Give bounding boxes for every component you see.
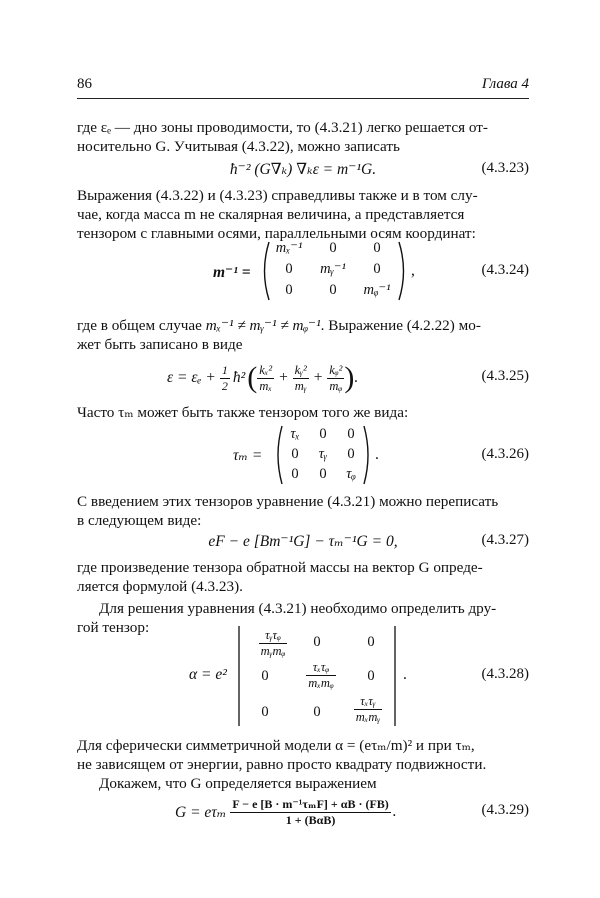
equation-lhs: G = eτₘ [175,803,227,821]
chapter-title: Глава 4 [481,76,529,92]
text-line: Для сферически симметричной модели α = (eτₘ/m)² и при τₘ, [77,737,475,754]
matrix-cell: 0 [329,282,337,298]
matrix-cell: 0 [373,240,381,256]
text-line: ляется формулой (4.3.23). [77,578,243,595]
text-line: тензором с главными осями, параллельными осям координат: [77,225,476,242]
equation-number: (4.3.27) [481,532,529,548]
denominator: mᵧ [294,378,307,393]
equation-4-3-24 [77,240,529,302]
equation-tail: . [354,369,359,386]
numerator: F − e [B · m⁻¹τₘF] + αB · (FB) [232,796,389,811]
page-header [77,76,529,96]
equation-body: ħ⁻² (G∇ₖ) ∇ₖε = m⁻¹G. [229,161,377,178]
plus-sign: + [312,369,324,386]
equation-lhs: α = e² [189,666,227,683]
matrix-cell: 0 [261,668,269,684]
numerator: kᵧ² [294,362,307,377]
paragraph-6 [77,558,529,596]
fraction-d33 [354,694,383,725]
equation-lhs: m⁻¹ = [213,264,251,281]
equation-number: (4.3.29) [481,802,529,818]
text-line: не зависящем от энергии, равно просто квадрату подвижности. [77,756,487,773]
paragraph-3 [77,316,529,354]
matrix-cell: τᵧ [318,446,328,462]
text-line: Часто τₘ может быть также тензором того же вида: [77,404,409,421]
text-line: в следующем виде: [77,512,202,529]
denominator: mᵩ [329,378,343,393]
denominator: mₓmᵧ [355,710,381,724]
equation-number: (4.3.24) [481,262,529,278]
left-paren: ( [247,361,258,394]
equation-4-3-26 [77,424,529,486]
equation-4-3-25 [77,356,529,400]
numerator: kₓ² [259,362,273,377]
numerator: τₓτᵩ [306,660,335,676]
header-rule [77,98,529,99]
equation-4-3-27 [77,532,529,552]
denominator: mₓ [259,378,272,393]
fraction-half [220,363,230,394]
matrix-cell: 0 [319,426,327,442]
text-line: носительно G. Учитывая (4.3.22), можно записать [77,138,400,155]
text-line: Выражения (4.3.22) и (4.3.23) справедливы также и в том слу- [77,187,478,204]
text-line: где εₑ — дно зоны проводимости, то (4.3.21) легко решается от- [77,119,488,136]
numerator: τₓτᵧ [354,694,383,710]
text-fragment: где в общем случае [77,317,206,334]
fraction-d11 [259,628,288,659]
matrix-cell: τᵩ [346,466,356,482]
numerator: kᵩ² [329,362,343,377]
paragraph-1 [77,118,529,156]
equation-tail: . [375,446,379,463]
text-line: Докажем, что G определяется выражением [99,775,377,792]
text-line: С введением этих тензоров уравнение (4.3.21) можно переписать [77,493,499,510]
matrix-cell: 0 [291,466,299,482]
matrix-cell: 0 [285,282,293,298]
equation-tail: . [392,803,397,820]
matrix-cell: 0 [319,466,327,482]
text-line: где произведение тензора обратной массы на вектор G опреде- [77,559,483,576]
equation-number: (4.3.28) [481,666,529,682]
hbar-squared: ħ² [232,369,246,386]
text-line: гой тензор: [77,619,150,636]
fraction-kx [257,363,274,394]
text-line [77,316,529,335]
text-line: жет быть записано в виде [77,336,243,353]
equation-lhs: ε = εₑ + [167,369,216,386]
right-paren: ) [344,361,355,394]
fraction-d22 [306,660,335,691]
inline-math: mₓ⁻¹ ≠ mᵧ⁻¹ ≠ mᵩ⁻¹ [205,317,321,334]
matrix-cell: 0 [367,634,375,650]
matrix-cell: 0 [367,668,375,684]
paragraph-5 [77,492,529,530]
text-fragment: . Выражение (4.2.22) мо- [320,317,481,334]
matrix-cell: mₓ⁻¹ [275,240,303,256]
numerator: τᵧτᵩ [259,628,288,644]
fraction-main [230,797,390,828]
matrix-cell: 0 [329,240,337,256]
matrix-cell: 0 [347,426,355,442]
plus-sign: + [278,369,289,386]
numerator: 1 [221,362,228,377]
matrix-cell: 0 [291,446,299,462]
denominator: mₓmᵩ [308,676,334,690]
equation-number: (4.3.25) [481,368,529,384]
paragraph-9 [77,774,529,793]
matrix-cell: 0 [313,634,321,650]
matrix-cell: 0 [261,704,269,720]
equation-number: (4.3.23) [481,160,529,176]
matrix-cell: 0 [373,261,381,277]
page-number: 86 [77,76,92,92]
equation-tail: , [411,262,415,279]
paragraph-4 [77,403,529,422]
matrix-cell: 0 [313,704,321,720]
matrix-cell: τₓ [290,426,300,442]
text-line: Для решения уравнения (4.3.21) необходимо определить дру- [99,600,497,617]
equation-4-3-28 [77,624,529,728]
denominator: 1 + (BαB) [285,812,336,827]
matrix-cell: 0 [347,446,355,462]
denominator: mᵧmᵩ [260,644,286,658]
fraction-kz [327,363,344,394]
paragraph-8 [77,736,529,774]
matrix-cell: 0 [285,261,293,277]
equation-4-3-29 [77,792,529,832]
equation-lhs: τₘ = [233,447,263,464]
equation-body: eF − e [Bm⁻¹G] − τₘ⁻¹G = 0, [208,533,398,550]
matrix-cell: mᵧ⁻¹ [320,261,346,277]
text-line: чае, когда масса m не скалярная величина, а представляется [77,206,465,223]
equation-number: (4.3.26) [481,446,529,462]
matrix-cell: mᵩ⁻¹ [363,282,391,298]
equation-tail: . [403,666,407,683]
paragraph-2 [77,186,529,243]
denominator: 2 [221,378,228,393]
equation-4-3-23 [77,160,529,180]
fraction-ky [293,363,309,394]
